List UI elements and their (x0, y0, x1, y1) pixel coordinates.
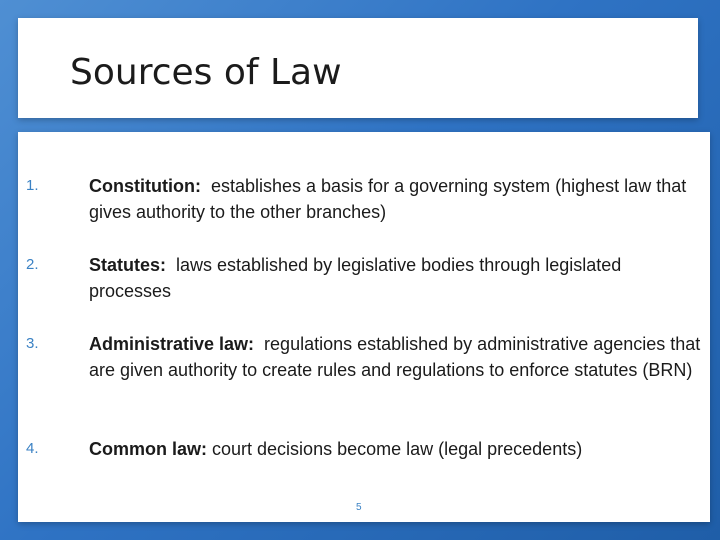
page-number: 5 (356, 502, 362, 513)
list-number: 2. (26, 256, 39, 273)
list-number: 4. (26, 440, 39, 457)
list-item-term: Constitution: (89, 176, 201, 196)
title-panel (18, 18, 698, 118)
list-item-term: Statutes: (89, 255, 167, 275)
list-item-content (89, 173, 704, 225)
list-item-text: regulations established by administrative agencies that are given authority to create rules and regulations to enforce statutes (BRN) (89, 334, 706, 380)
list-item-term: Administrative law: (89, 334, 255, 354)
list-item-text: laws established by legislative bodies through legislated processes (89, 255, 627, 301)
list-item-content (89, 252, 704, 304)
list-item-term: Common law: (89, 439, 208, 459)
list-item-content (89, 436, 704, 462)
list-number: 1. (26, 177, 39, 194)
list-item-text: establishes a basis for a governing system (highest law that gives authority to the other branches) (89, 176, 692, 222)
list-number: 3. (26, 335, 39, 352)
list-item-text: court decisions become law (legal precedents) (207, 439, 583, 459)
content-panel (18, 132, 710, 522)
slide-title: Sources of Law (70, 52, 342, 93)
list-item-content (89, 331, 704, 383)
